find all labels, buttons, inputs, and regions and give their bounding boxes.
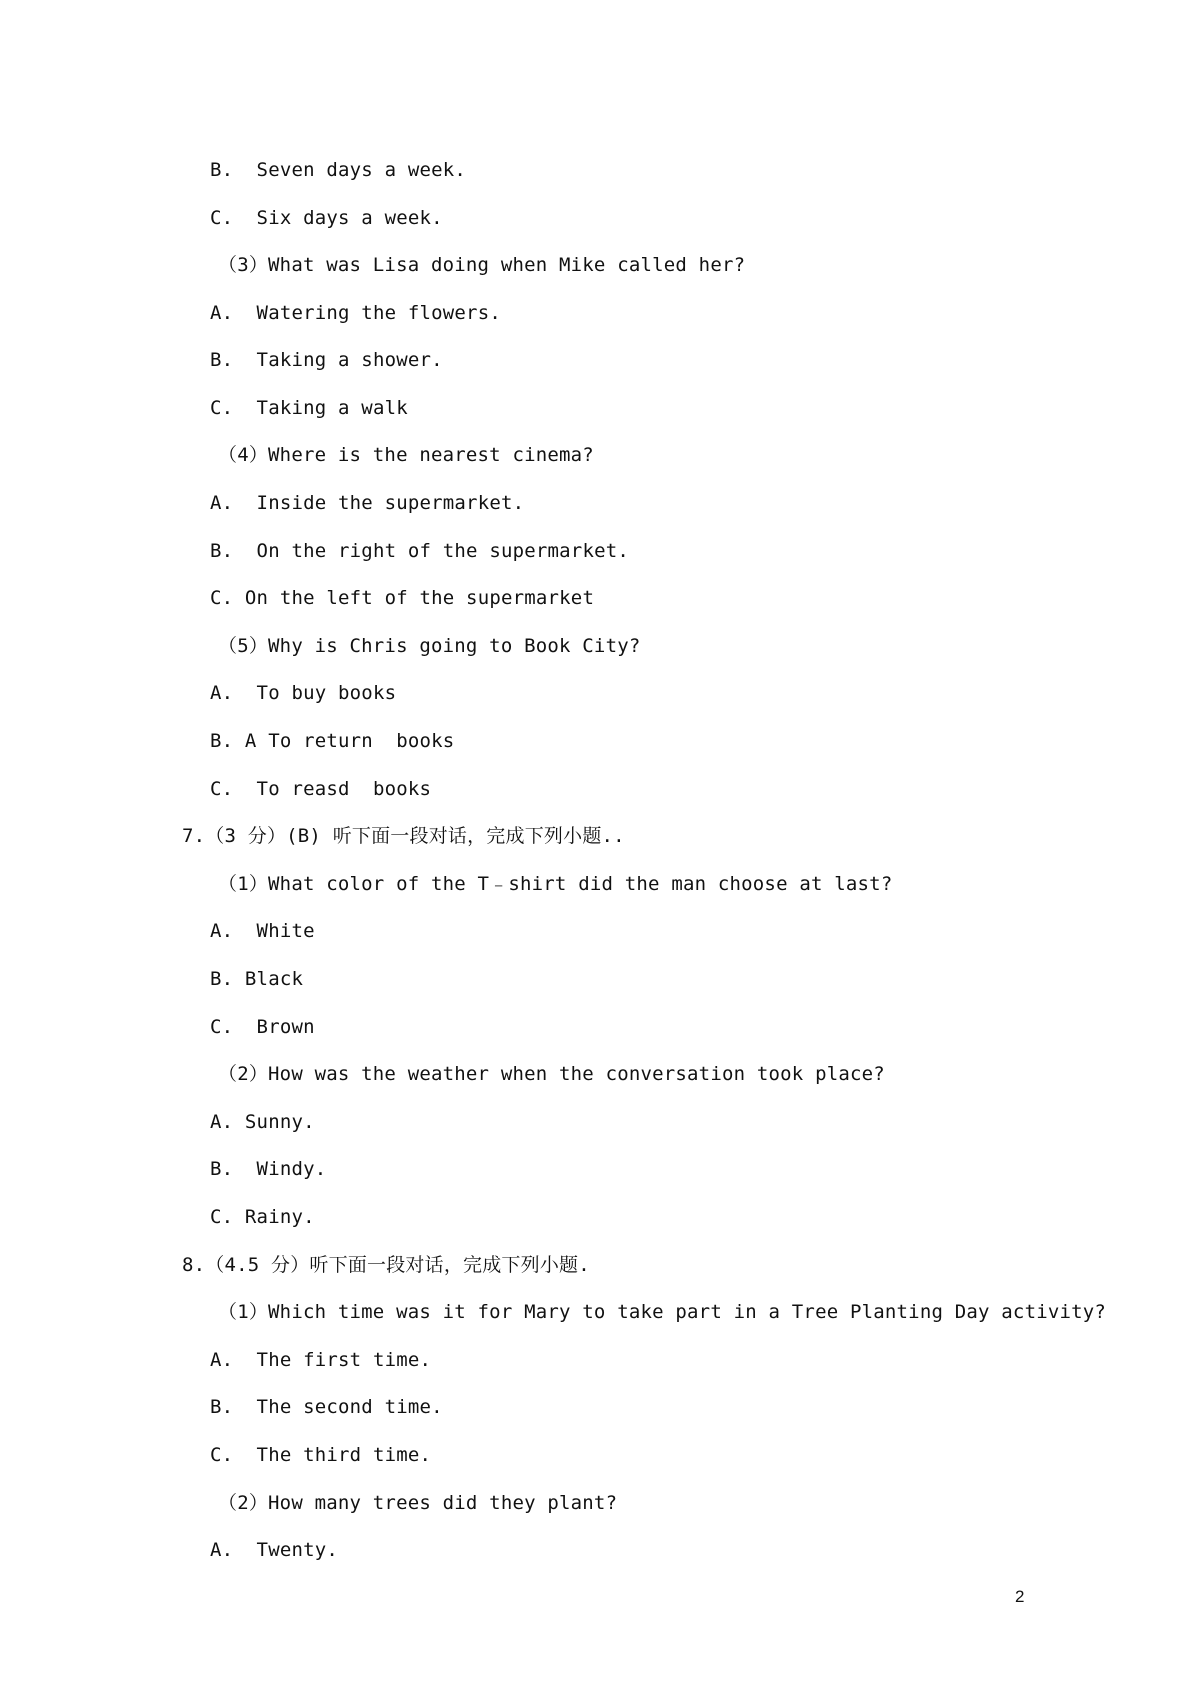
- question-line: （2）How was the weather when the conversation took place?: [218, 1063, 885, 1085]
- option-line: A. Inside the supermarket.: [210, 492, 525, 514]
- option-line: C. Rainy.: [210, 1206, 315, 1228]
- option-line: A. White: [210, 920, 315, 942]
- option-line: A. To buy books: [210, 682, 397, 704]
- option-line: C. Six days a week.: [210, 207, 443, 229]
- option-line: C. Taking a walk: [210, 397, 408, 419]
- option-line: A. Watering the flowers.: [210, 302, 501, 324]
- question-line: （1）What color of the T﹣shirt did the man choose at last?: [218, 873, 893, 895]
- option-line: B. Seven days a week.: [210, 159, 467, 181]
- section-heading: 8.（4.5 分）听下面一段对话，完成下列小题.: [182, 1254, 590, 1276]
- option-line: B. Windy.: [210, 1158, 327, 1180]
- option-line: C. Brown: [210, 1016, 315, 1038]
- option-line: B. Taking a shower.: [210, 349, 443, 371]
- option-line: C. The third time.: [210, 1444, 432, 1466]
- option-line: A. Twenty.: [210, 1539, 339, 1561]
- option-line: B. A To return books: [210, 730, 455, 752]
- question-line: （2）How many trees did they plant?: [218, 1492, 618, 1514]
- option-line: B. The second time.: [210, 1396, 443, 1418]
- option-line: C. On the left of the supermarket: [210, 587, 595, 609]
- question-line: （4）Where is the nearest cinema?: [218, 444, 594, 466]
- option-line: B. Black: [210, 968, 304, 990]
- option-line: B. On the right of the supermarket.: [210, 540, 630, 562]
- question-line: （1）Which time was it for Mary to take part in a Tree Planting Day activity?: [218, 1301, 1107, 1323]
- option-line: A. The first time.: [210, 1349, 432, 1371]
- option-line: A. Sunny.: [210, 1111, 315, 1133]
- page-number: 2: [1015, 1587, 1025, 1606]
- section-heading: 7.（3 分）(B) 听下面一段对话，完成下列小题..: [182, 825, 625, 847]
- option-line: C. To reasd books: [210, 778, 432, 800]
- question-line: （5）Why is Chris going to Book City?: [218, 635, 641, 657]
- question-line: （3）What was Lisa doing when Mike called her?: [218, 254, 746, 276]
